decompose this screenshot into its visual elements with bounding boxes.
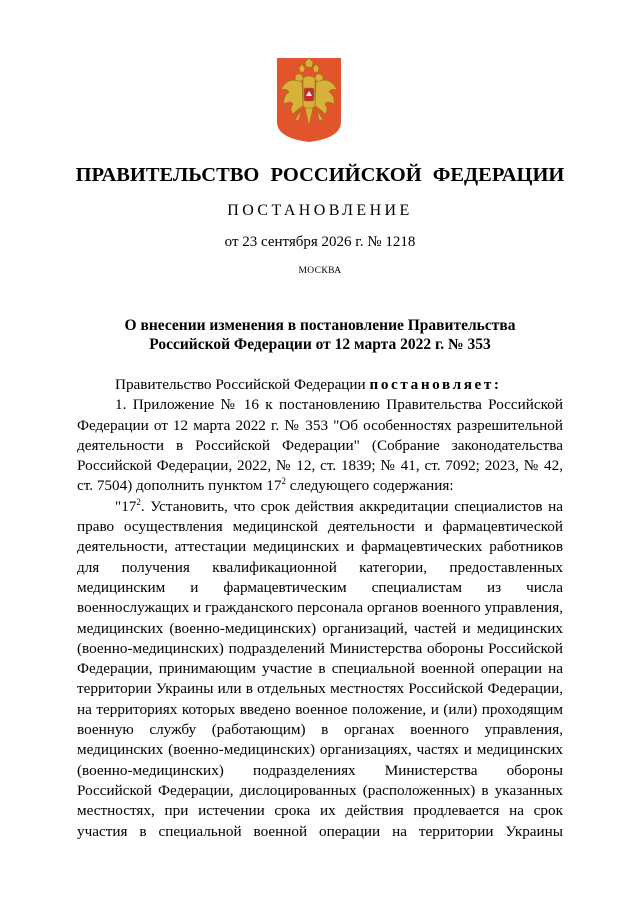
clause-superscript: 2 [136,496,141,507]
clause-open: "17 [115,497,137,515]
item-1-text: 1. Приложение № 16 к постановлению Правительства Российской Федерации от 12 марта 2022 г. № 353 "Об особенностях разрешительной деятельности в Российской Федерации" (Собрание законодательства Российской Федерации, 2022, № 12, ст. 1839; № 41, ст. 7092; 2023, № 42, ст. 7504) дополнить пунктом 17 [77,396,563,495]
intro-text: Правительство Российской Федерации [115,376,366,393]
clause-paragraph [77,497,563,842]
document-type: ПОСТАНОВЛЕНИЕ [227,202,413,219]
subject-line-2: Российской Федерации от 12 марта 2022 г. № 353 [149,336,491,353]
subject-line-1: О внесении изменения в постановление Правительства [124,317,516,334]
item-1-ending: следующего содержания: [285,477,454,495]
russian-coat-of-arms-icon [275,56,343,144]
document-date-number: от 23 сентября 2026 г. № 1218 [224,234,416,250]
clause-text: . Установить, что срок действия аккредитации специалистов на право осуществления медицинской деятельности и фармацевтической деятельности, аттестации медицинских и фармацевтических работников для получения квалификационной категории, предоставленных медицинским и фармацевтическим специалистам из числа военнослужащих и гражданского персонала органов военного управления, медицинских (военно-медицинских) организаций, частей и медицинских (военно-медицинских) подразделений Министерства обороны Российской Федерации, принимающим участие в специальной военной операции на территории Украины или в отдельных местностях Российской Федерации, на территориях которых введено военное положение, и (или) проходящим военную службу (работающим) в органах военного управления, медицинских (военно-медицинских) организациях, частях и медицинских (военно-медицинских) подразделениях Министерства обороны Российской Федерации, дислоцированных (расположенных) в указанных местностях, при истечении срока их действия продлевается на срок участия в специальной военной операции на территории Украины [77,497,563,840]
document-subject [0,316,640,354]
document-body [77,375,563,842]
intro-paragraph [77,375,563,395]
government-title: ПРАВИТЕЛЬСТВО РОССИЙСКОЙ ФЕДЕРАЦИИ [75,164,565,186]
decree-word: постановляет: [369,376,502,393]
document-city: МОСКВА [298,266,342,276]
item-1-paragraph [77,395,563,496]
item-1-superscript: 2 [281,476,286,487]
